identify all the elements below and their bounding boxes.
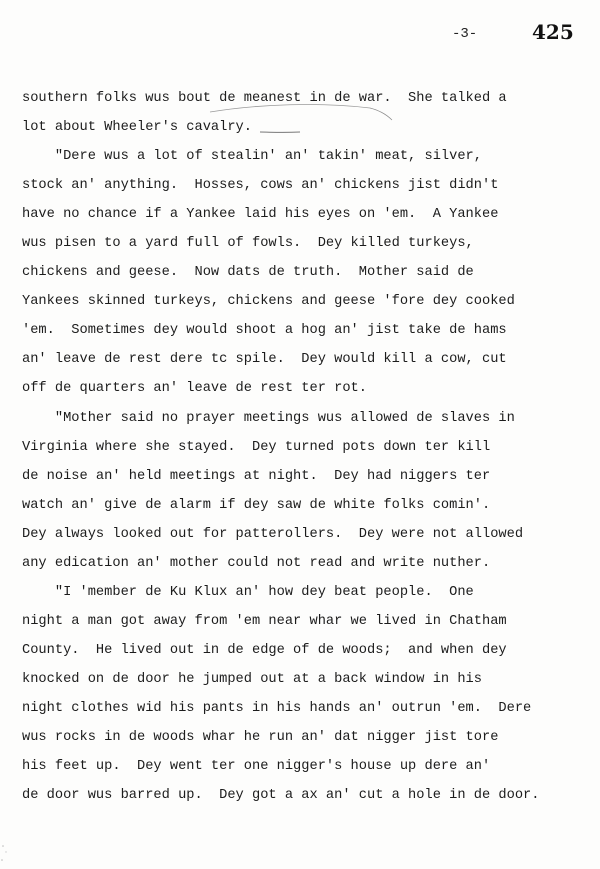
text-line: Yankees skinned turkeys, chickens and geese 'fore dey cooked	[22, 294, 515, 310]
typed-transcript-body	[22, 84, 582, 810]
text-line: night clothes wid his pants in his hands an' outrun 'em. Dere	[22, 700, 532, 716]
text-line: Virginia where she stayed. Dey turned pots down ter kill	[22, 439, 491, 455]
text-line: de door wus barred up. Dey got a ax an' cut a hole in de door.	[22, 788, 540, 804]
text-line: his feet up. Dey went ter one nigger's house up dere an'	[22, 759, 491, 775]
text-line: knocked on de door he jumped out at a back window in his	[22, 671, 482, 687]
text-line: "Dere wus a lot of stealin' an' takin' meat, silver,	[22, 149, 482, 165]
text-line: wus rocks in de woods whar he run an' dat nigger jist tore	[22, 730, 499, 746]
page-edge-smudge	[0, 840, 14, 869]
text-line: any edication an' mother could not read and write nuther.	[22, 555, 491, 571]
text-line: 'em. Sometimes dey would shoot a hog an' jist take de hams	[22, 323, 507, 339]
text-line: off de quarters an' leave de rest ter rot.	[22, 381, 367, 397]
text-line: watch an' give de alarm if dey saw de white folks comin'.	[22, 497, 491, 513]
text-line: southern folks wus bout de meanest in de war. She talked a	[22, 91, 507, 106]
text-line: "I 'member de Ku Klux an' how dey beat people. One	[22, 584, 474, 600]
text-line: Dey always looked out for patterollers. Dey were not allowed	[22, 526, 524, 542]
page-number: -3-	[452, 26, 478, 42]
text-line: wus pisen to a yard full of fowls. Dey killed turkeys,	[22, 236, 474, 252]
text-line: an' leave de rest dere tc spile. Dey would kill a cow, cut	[22, 352, 507, 368]
text-line: chickens and geese. Now dats de truth. Mother said de	[22, 265, 474, 281]
text-line: night a man got away from 'em near whar we lived in Chatham	[22, 613, 507, 629]
text-line: have no chance if a Yankee laid his eyes on 'em. A Yankee	[22, 207, 499, 223]
stamped-page-number: 425	[532, 20, 574, 44]
text-line: County. He lived out in de edge of de woods; and when dey	[22, 642, 507, 658]
text-line: "Mother said no prayer meetings wus allowed de slaves in	[22, 410, 515, 426]
text-line: stock an' anything. Hosses, cows an' chickens jist didn't	[22, 178, 499, 194]
text-line: lot about Wheeler's cavalry.	[22, 120, 252, 136]
text-line: de noise an' held meetings at night. Dey had niggers ter	[22, 468, 491, 484]
